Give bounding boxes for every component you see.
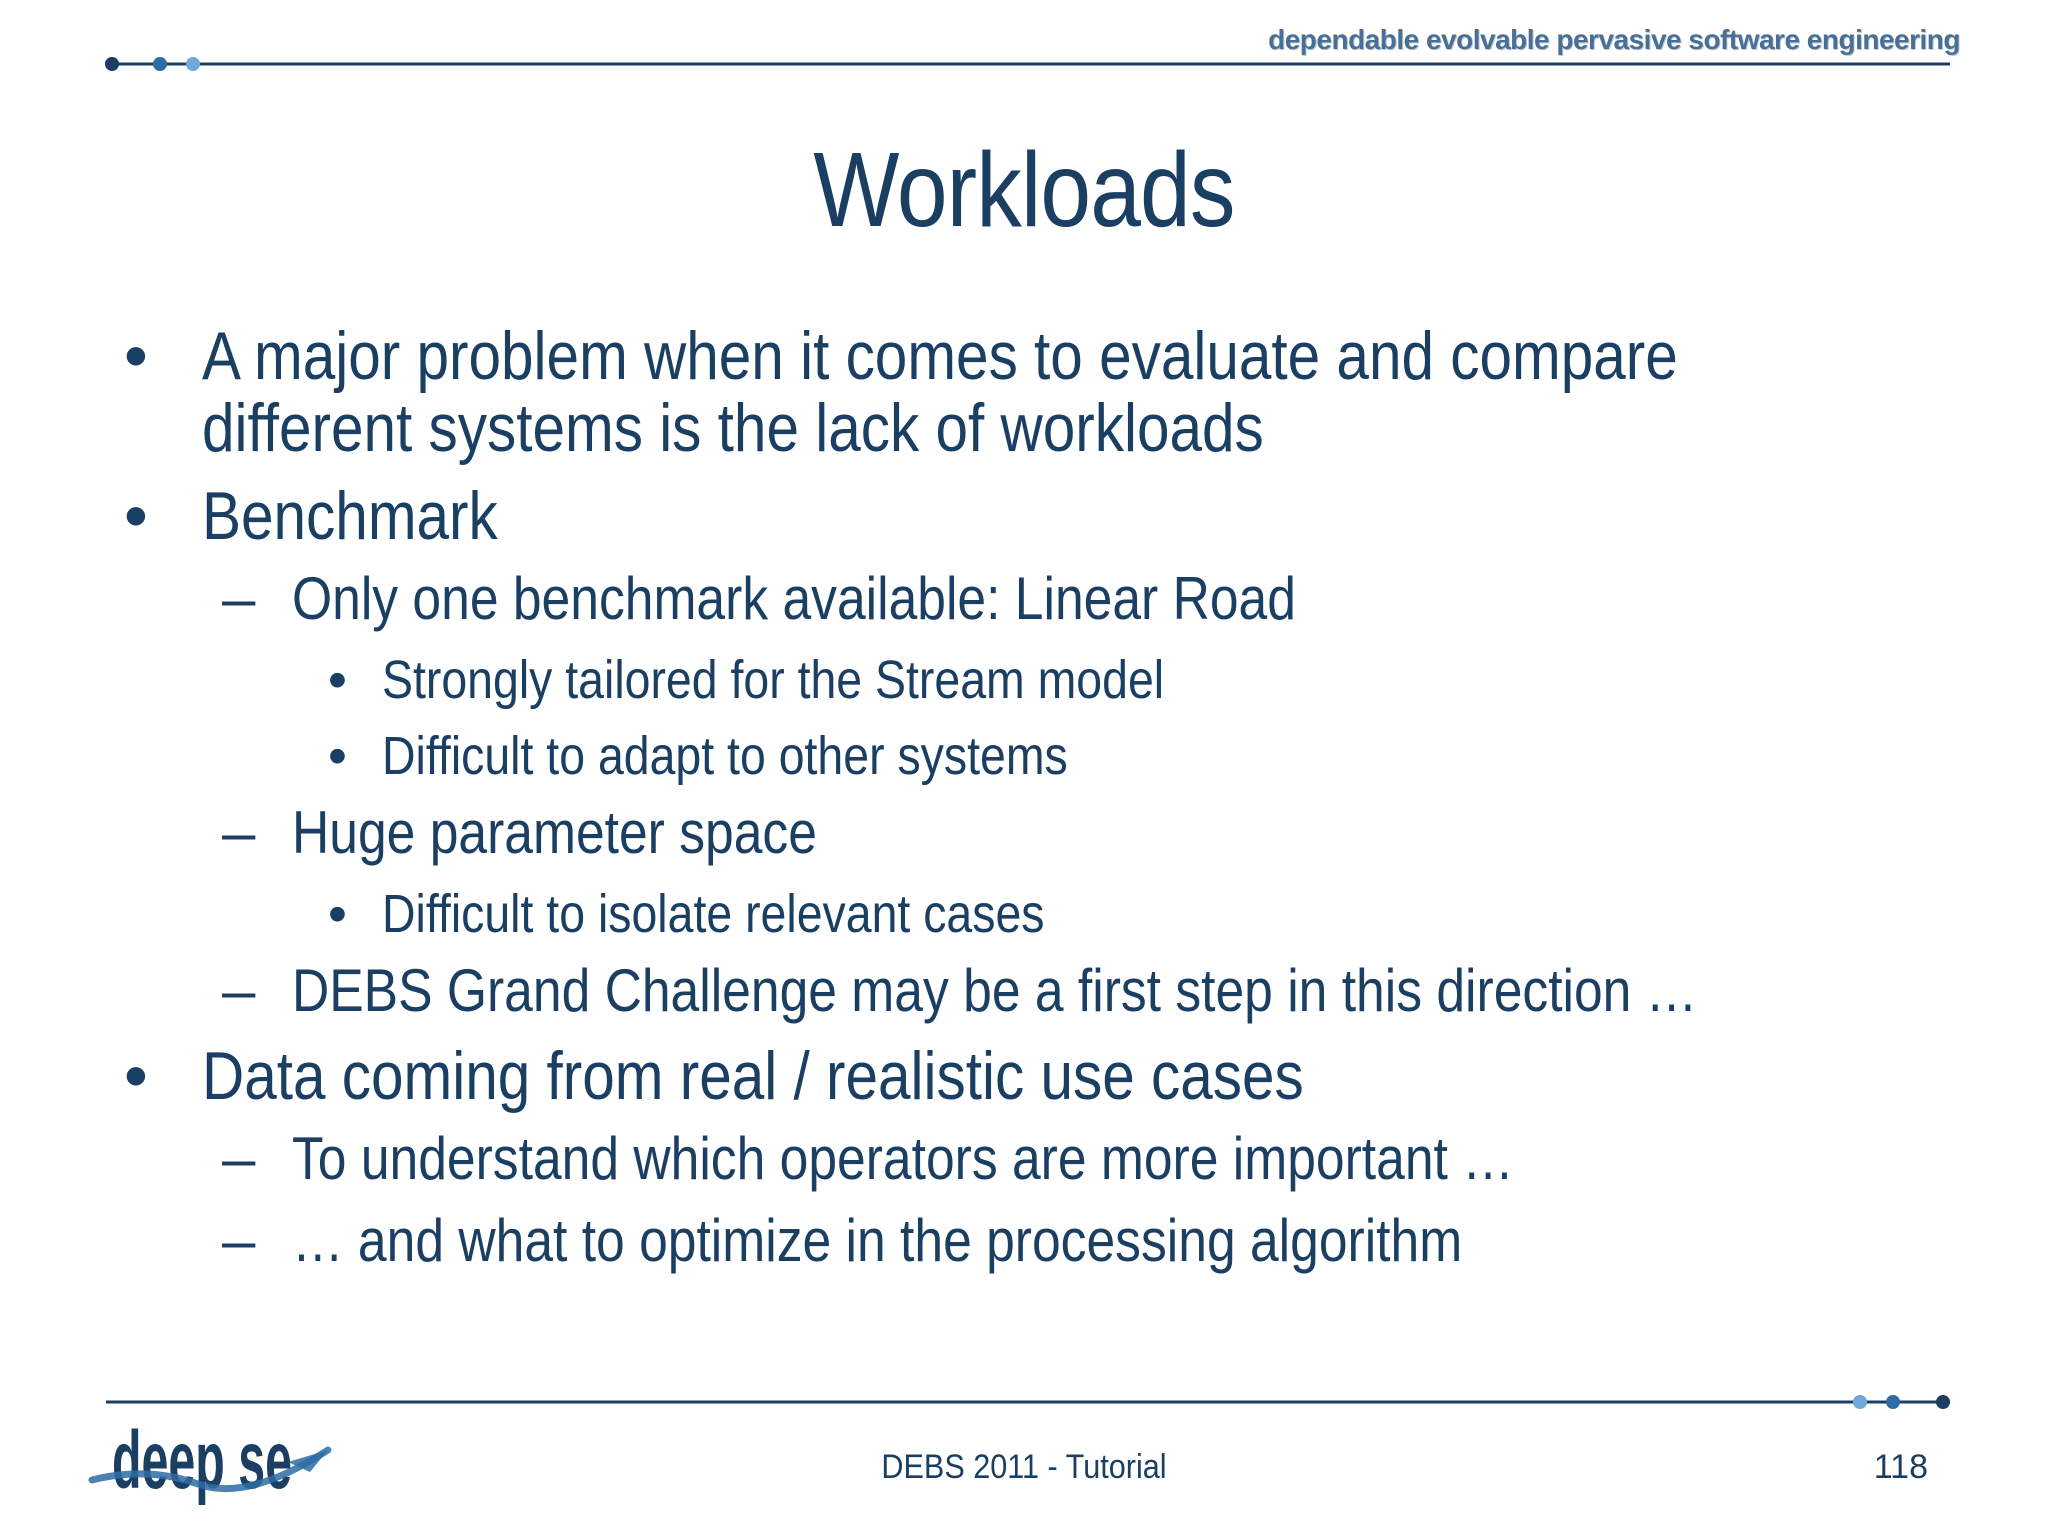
bullet-list	[110, 320, 1960, 1290]
footer-title: DEBS 2011 - Tutorial	[881, 1448, 1167, 1486]
dash-marker: –	[222, 565, 256, 632]
dash-marker: –	[222, 1207, 256, 1274]
bullet-text: Only one benchmark available: Linear Road	[292, 565, 1296, 632]
bullet-marker: •	[124, 1038, 148, 1114]
bullet-marker: •	[124, 318, 148, 394]
sub-bullet-item	[110, 1126, 1960, 1192]
footer-dot-mid	[1886, 1395, 1900, 1409]
bullet-text: Huge parameter space	[292, 799, 817, 866]
dash-marker: –	[222, 799, 256, 866]
bullet-item-continuation	[110, 392, 1960, 464]
bullet-marker: •	[328, 726, 347, 786]
bullet-text: Difficult to adapt to other systems	[382, 726, 1068, 786]
bullet-item	[110, 480, 1960, 552]
sub-sub-bullet-item	[110, 648, 1960, 712]
page-number: 118	[1873, 1448, 1928, 1486]
svg-text:deep se: deep se	[112, 1415, 292, 1506]
slide-title: Workloads	[813, 131, 1235, 249]
bullet-item	[110, 1040, 1960, 1112]
dash-marker: –	[222, 1125, 256, 1192]
bullet-text: … and what to optimize in the processing algorithm	[292, 1207, 1463, 1274]
bullet-text: Benchmark	[202, 478, 498, 554]
header-dot-dark	[105, 57, 119, 71]
bullet-marker: •	[328, 884, 347, 944]
sub-bullet-item	[110, 958, 1960, 1024]
sub-bullet-item	[110, 566, 1960, 632]
sub-bullet-item	[110, 800, 1960, 866]
sub-sub-bullet-item	[110, 724, 1960, 788]
bullet-text: DEBS Grand Challenge may be a first step in this direction …	[292, 957, 1698, 1024]
sub-sub-bullet-item	[110, 882, 1960, 946]
sub-bullet-item	[110, 1208, 1960, 1274]
bullet-text: Difficult to isolate relevant cases	[382, 884, 1045, 944]
footer-dot-light	[1853, 1395, 1867, 1409]
bullet-text: Strongly tailored for the Stream model	[382, 650, 1165, 710]
bullet-item	[110, 320, 1960, 392]
bullet-text: A major problem when it comes to evaluate and compare	[202, 318, 1678, 394]
header-dot-light	[186, 57, 200, 71]
bullet-marker: •	[124, 478, 148, 554]
bullet-text: To understand which operators are more important …	[292, 1125, 1514, 1192]
footer-dot-dark	[1936, 1395, 1950, 1409]
header-dot-mid	[153, 57, 167, 71]
bullet-text: different systems is the lack of workloads	[202, 390, 1264, 466]
bullet-marker: •	[328, 650, 347, 710]
dash-marker: –	[222, 957, 256, 1024]
header-tagline: dependable evolvable pervasive software engineering	[1268, 24, 1960, 55]
bullet-text: Data coming from real / realistic use cases	[202, 1038, 1304, 1114]
